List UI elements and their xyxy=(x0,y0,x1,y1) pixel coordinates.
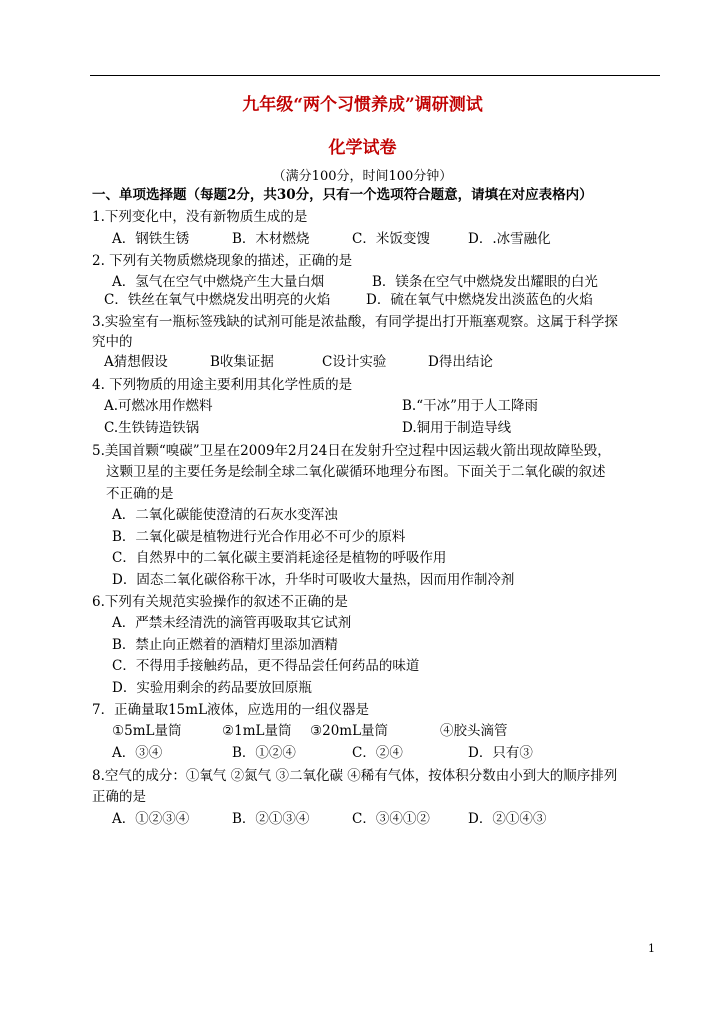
question-7-option-c: C．②④ xyxy=(352,745,403,761)
question-2-option-a: A．氢气在空气中燃烧产生大量白烟 xyxy=(112,274,325,290)
exam-title: 九年级“两个习惯养成”调研测试 xyxy=(242,95,483,115)
question-6-option-c: C．不得用手接触药品，更不得品尝任何药品的味道 xyxy=(112,658,420,674)
question-2-option-d: D．硫在氧气中燃烧发出淡蓝色的火焰 xyxy=(366,292,593,308)
question-5-option-a: A．二氧化碳能使澄清的石灰水变浑浊 xyxy=(112,507,338,523)
question-7-item-1: ①5mL量筒 xyxy=(112,723,182,739)
question-8-stem-line-2: 正确的是 xyxy=(92,789,146,805)
question-3-option-c: C设计实验 xyxy=(322,354,387,370)
question-7-item-2: ②1mL量筒 xyxy=(222,723,292,739)
question-6-stem: 6.下列有关规范实验操作的叙述不正确的是 xyxy=(92,594,348,610)
question-1-option-d: D．.冰雪融化 xyxy=(468,231,551,247)
question-8-option-a: A．①②③④ xyxy=(112,811,190,827)
question-7-item-3: ③20mL量筒 xyxy=(310,723,389,739)
exam-subtitle: 化学试卷 xyxy=(328,138,397,158)
question-2-stem: 2. 下列有关物质燃烧现象的描述，正确的是 xyxy=(92,253,353,269)
question-7-option-a: A．③④ xyxy=(112,745,163,761)
question-1-option-a: A．钢铁生锈 xyxy=(112,231,190,247)
question-8-option-b: B．②①③④ xyxy=(232,811,310,827)
question-4-option-c: C.生铁铸造铁锅 xyxy=(104,420,200,436)
question-5-stem-line-3: 不正确的是 xyxy=(106,486,174,502)
question-6-option-b: B．禁止向正燃着的酒精灯里添加酒精 xyxy=(112,637,338,653)
question-3-option-a: A猜想假设 xyxy=(104,354,168,370)
question-8-stem-line-1: 8.空气的成分：①氧气 ②氮气 ③二氧化碳 ④稀有气体，按体积分数由小到大的顺序排列 xyxy=(92,768,618,784)
question-4-stem: 4. 下列物质的用途主要利用其化学性质的是 xyxy=(92,377,353,393)
question-1-option-b: B．木材燃烧 xyxy=(232,231,310,247)
question-4-option-d: D.铜用于制造导线 xyxy=(402,420,512,436)
question-7-option-d: D．只有③ xyxy=(468,745,533,761)
question-4-option-b: B.“干冰”用于人工降雨 xyxy=(402,398,539,414)
question-5-option-d: D．固态二氧化碳俗称干冰，升华时可吸收大量热，因而用作制冷剂 xyxy=(112,572,515,588)
question-1-stem: 1.下列变化中，没有新物质生成的是 xyxy=(92,209,308,225)
question-4-option-a: A.可燃冰用作燃料 xyxy=(104,398,213,414)
header-rule xyxy=(90,75,660,76)
question-2-option-b: B．镁条在空气中燃烧发出耀眼的白光 xyxy=(372,274,598,290)
question-7-option-b: B．①②④ xyxy=(232,745,296,761)
question-7-stem: 7．正确量取15mL液体，应选用的一组仪器是 xyxy=(92,702,370,718)
question-5-stem-line-1: 5.美国首颗“嗅碳”卫星在2009年2月24日在发射升空过程中因运载火箭出现故障坠毁， xyxy=(92,443,611,459)
question-7-item-4: ④胶头滴管 xyxy=(440,723,508,739)
question-6-option-a: A．严禁未经清洗的滴管再吸取其它试剂 xyxy=(112,615,352,631)
section-heading: 一、单项选择题（每题2分，共30分，只有一个选项符合题意，请填在对应表格内） xyxy=(92,187,593,203)
question-3-option-d: D得出结论 xyxy=(428,354,493,370)
question-1-option-c: C．米饭变馊 xyxy=(352,231,430,247)
question-5-option-b: B．二氧化碳是植物进行光合作用必不可少的原料 xyxy=(112,529,406,545)
question-8-option-d: D．②①④③ xyxy=(468,811,547,827)
question-6-option-d: D．实验用剩余的药品要放回原瓶 xyxy=(112,680,312,696)
question-8-option-c: C．③④①② xyxy=(352,811,430,827)
exam-note: （满分100分，时间100分钟） xyxy=(272,169,453,184)
question-2-option-c: C．铁丝在氧气中燃烧发出明亮的火焰 xyxy=(104,292,331,308)
question-3-stem-line-2: 究中的 xyxy=(92,334,133,350)
question-5-option-c: C．自然界中的二氧化碳主要消耗途径是植物的呼吸作用 xyxy=(112,550,447,566)
question-3-option-b: B收集证据 xyxy=(210,354,274,370)
question-5-stem-line-2: 这颗卫星的主要任务是绘制全球二氧化碳循环地理分布图。下面关于二氧化碳的叙述 xyxy=(106,464,606,480)
question-3-stem-line-1: 3.实验室有一瓶标签残缺的试剂可能是浓盐酸，有同学提出打开瓶塞观察。这属于科学探 xyxy=(92,314,618,330)
page-number: 1 xyxy=(648,942,655,955)
